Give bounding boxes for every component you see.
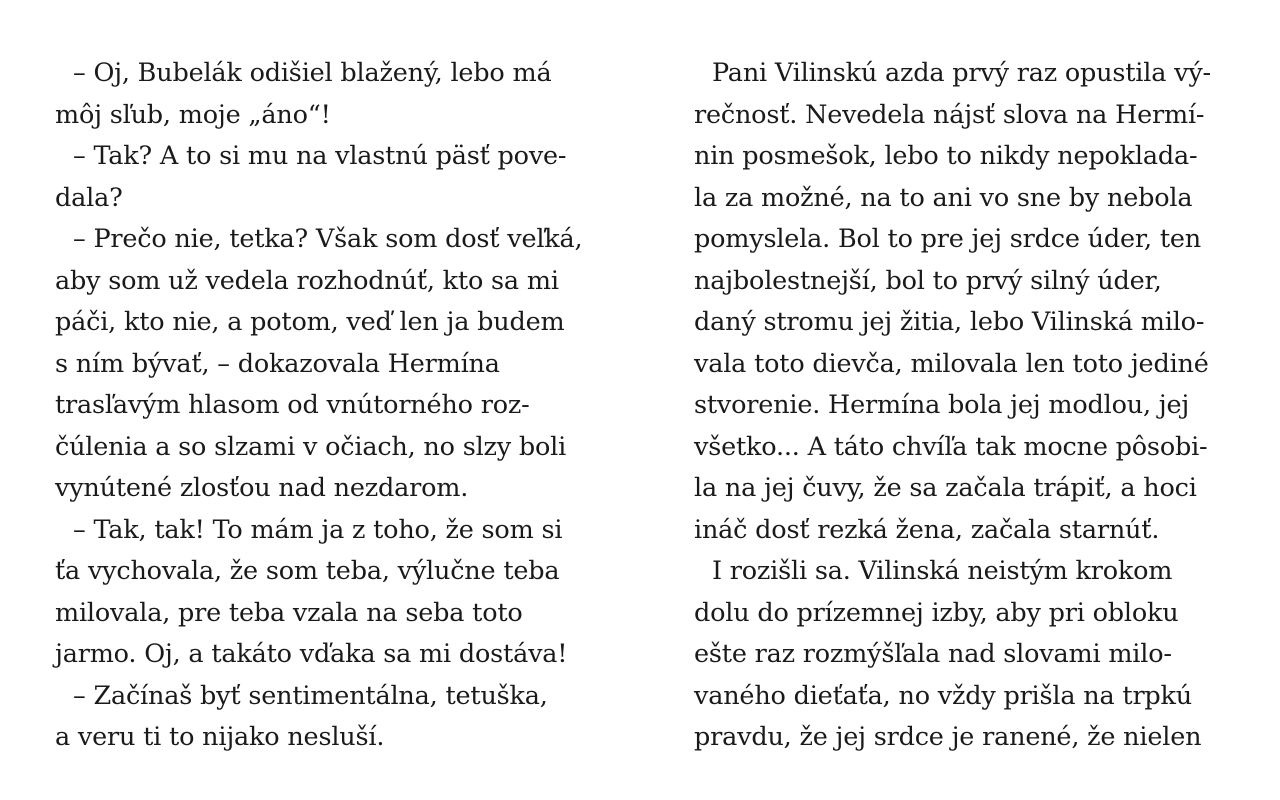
text-line: a veru ti to nijako nesluší. [55, 722, 385, 752]
text-line: vynútené zlosťou nad nezdarom. [55, 473, 469, 503]
text-line: ešte raz rozmýšľala nad slovami milo- [694, 639, 1172, 669]
text-line: páči, kto nie, a potom, veď len ja budem [55, 307, 565, 337]
text-line: rečnosť. Nevedela nájsť slova na Hermí- [694, 99, 1205, 130]
text-line: – Oj, Bubelák odišiel blažený, lebo má [73, 58, 552, 88]
text-line: – Začínaš byť sentimentálna, tetuška, [73, 680, 548, 711]
text-line: nin posmešok, lebo to nikdy nepoklada- [694, 141, 1198, 171]
text-line: všetko... A táto chvíľa tak mocne pôsobi- [694, 431, 1208, 462]
text-line: milovala, pre teba vzala na seba toto [55, 597, 523, 628]
text-line: trasľavým hlasom od vnútorného roz- [55, 390, 530, 420]
text-line: – Tak, tak! To mám ja z toho, že som si [73, 514, 563, 545]
text-line: dala? [55, 182, 123, 213]
text-line: pomyslela. Bol to pre jej srdce úder, ten [694, 224, 1202, 254]
text-line: daný stromu jej žitia, lebo Vilinská milo- [694, 307, 1205, 337]
text-line: vala toto dievča, milovala len toto jediné [694, 348, 1209, 379]
text-line: ťa vychovala, že som teba, výlučne teba [55, 556, 560, 586]
right-page [694, 53, 1234, 759]
text-line: s ním bývať, – dokazovala Hermína [55, 348, 500, 379]
text-line: – Tak? A to si mu na vlastnú päsť pove- [73, 141, 567, 171]
text-line: stvorenie. Hermína bola jej modlou, jej [694, 390, 1190, 420]
text-line: vaného dieťaťa, no vždy prišla na trpkú [694, 680, 1193, 711]
text-line: dolu do prízemnej izby, aby pri obloku [694, 597, 1179, 628]
text-line: la za možné, na to ani vo sne by nebola [694, 182, 1193, 213]
text-line: ináč dosť rezká žena, začala starnúť. [694, 514, 1160, 545]
text-line: aby som už vedela rozhodnúť, kto sa mi [55, 265, 559, 296]
text-line: môj sľub, moje „áno“! [55, 99, 331, 130]
text-line: – Prečo nie, tetka? Však som dosť veľká, [73, 224, 583, 254]
text-line: pravdu, že jej srdce je ranené, že nielen [694, 722, 1202, 752]
left-page [55, 53, 595, 759]
text-line: la na jej čuvy, že sa začala trápiť, a hoci [694, 473, 1197, 503]
text-line: I rozišli sa. Vilinská neistým krokom [712, 556, 1173, 586]
text-line: Pani Vilinskú azda prvý raz opustila vý- [712, 58, 1211, 88]
text-line: najbolestnejší, bol to prvý silný úder, [694, 265, 1162, 296]
text-line: jarmo. Oj, a takáto vďaka sa mi dostáva! [55, 639, 568, 669]
text-line: čúlenia a so slzami v očiach, no slzy boli [55, 431, 567, 462]
